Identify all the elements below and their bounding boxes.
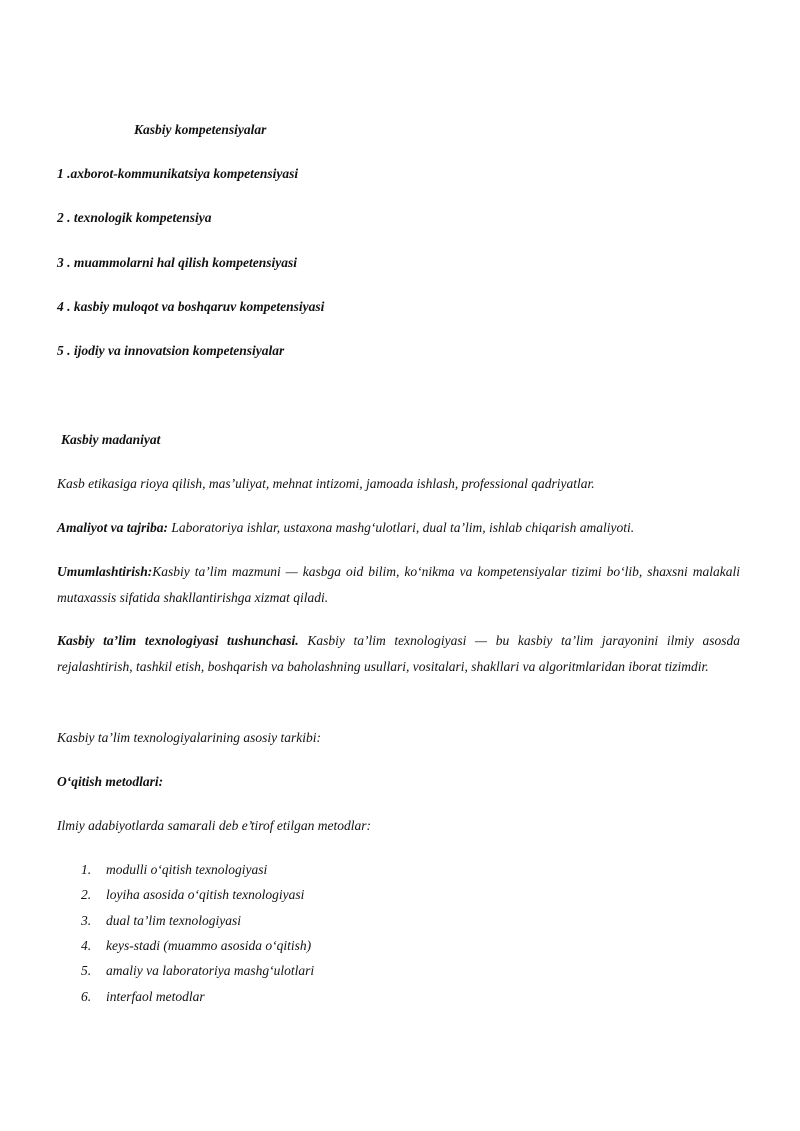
list-item-number: 3.	[81, 913, 92, 928]
list-item-text: keys-stadi (muammo asosida o‘qitish)	[106, 938, 312, 953]
list-item-number: 6.	[81, 989, 92, 1004]
competency-text: . ijodiy va innovatsion kompetensiyalar	[67, 343, 285, 358]
composition-text: Kasbiy ta’lim texnologiyalarining asosiy tarkibi:	[57, 730, 321, 745]
competency-text: . texnologik kompetensiya	[67, 210, 212, 225]
summary-paragraph	[57, 559, 740, 611]
competency-item	[57, 298, 324, 316]
practice-paragraph	[57, 519, 634, 537]
competency-number: 5	[57, 343, 64, 358]
methods-intro: Ilmiy adabiyotlarda samarali deb e’tirof etilgan metodlar:	[57, 818, 371, 833]
practice-text: Laboratoriya ishlar, ustaxona mashg‘ulotlari, dual ta’lim, ishlab chiqarish amaliyoti.	[168, 520, 635, 535]
competency-item	[57, 165, 298, 183]
competency-item	[57, 254, 297, 272]
concept-label: Kasbiy ta’lim texnologiyasi tushunchasi.	[57, 633, 299, 648]
competency-item	[57, 342, 284, 360]
culture-title: Kasbiy madaniyat	[61, 432, 161, 447]
culture-text: Kasb etikasiga rioya qilish, mas’uliyat, mehnat intizomi, jamoada ishlash, professional qadriyatlar.	[57, 476, 595, 491]
methods-title: O‘qitish metodlari:	[57, 774, 164, 789]
competencies-title: Kasbiy kompetensiyalar	[134, 122, 267, 137]
competency-number: 2	[57, 210, 64, 225]
concept-paragraph	[57, 628, 740, 680]
list-item-number: 4.	[81, 938, 92, 953]
list-item-number: 5.	[81, 963, 92, 978]
competency-text: . muammolarni hal qilish kompetensiyasi	[67, 255, 298, 270]
summary-label: Umumlashtirish:	[57, 564, 153, 579]
list-item-text: modulli o‘qitish texnologiyasi	[106, 862, 268, 877]
list-item-text: interfaol metodlar	[106, 989, 205, 1004]
competency-item	[57, 209, 212, 227]
list-item-text: amaliy va laboratoriya mashg‘ulotlari	[106, 963, 315, 978]
competency-number: 1	[57, 166, 64, 181]
competency-number: 3	[57, 255, 64, 270]
competency-text: . kasbiy muloqot va boshqaruv kompetensiyasi	[67, 299, 325, 314]
competency-number: 4	[57, 299, 64, 314]
list-item-number: 2.	[81, 887, 92, 902]
list-item-number: 1.	[81, 862, 92, 877]
competency-text: .axborot-kommunikatsiya kompetensiyasi	[67, 166, 299, 181]
practice-label: Amaliyot va tajriba:	[57, 520, 168, 535]
summary-text: Kasbiy ta’lim mazmuni — kasbga oid bilim, ko‘nikma va kompetensiyalar tizimi bo‘lib, shaxsni malakali mutaxassis sifatida shakllantirishga xizmat qiladi.	[57, 564, 740, 605]
list-item-text: loyiha asosida o‘qitish texnologiyasi	[106, 887, 305, 902]
list-item-text: dual ta’lim texnologiyasi	[106, 913, 241, 928]
concept-text: Kasbiy ta’lim texnologiyasi — bu kasbiy ta’lim jarayonini ilmiy asosda rejalashtirish, tashkil etish, boshqarish va baholashning usullari, vositalari, shakllari va algoritmlaridan iborat tizimdir.	[57, 633, 740, 674]
